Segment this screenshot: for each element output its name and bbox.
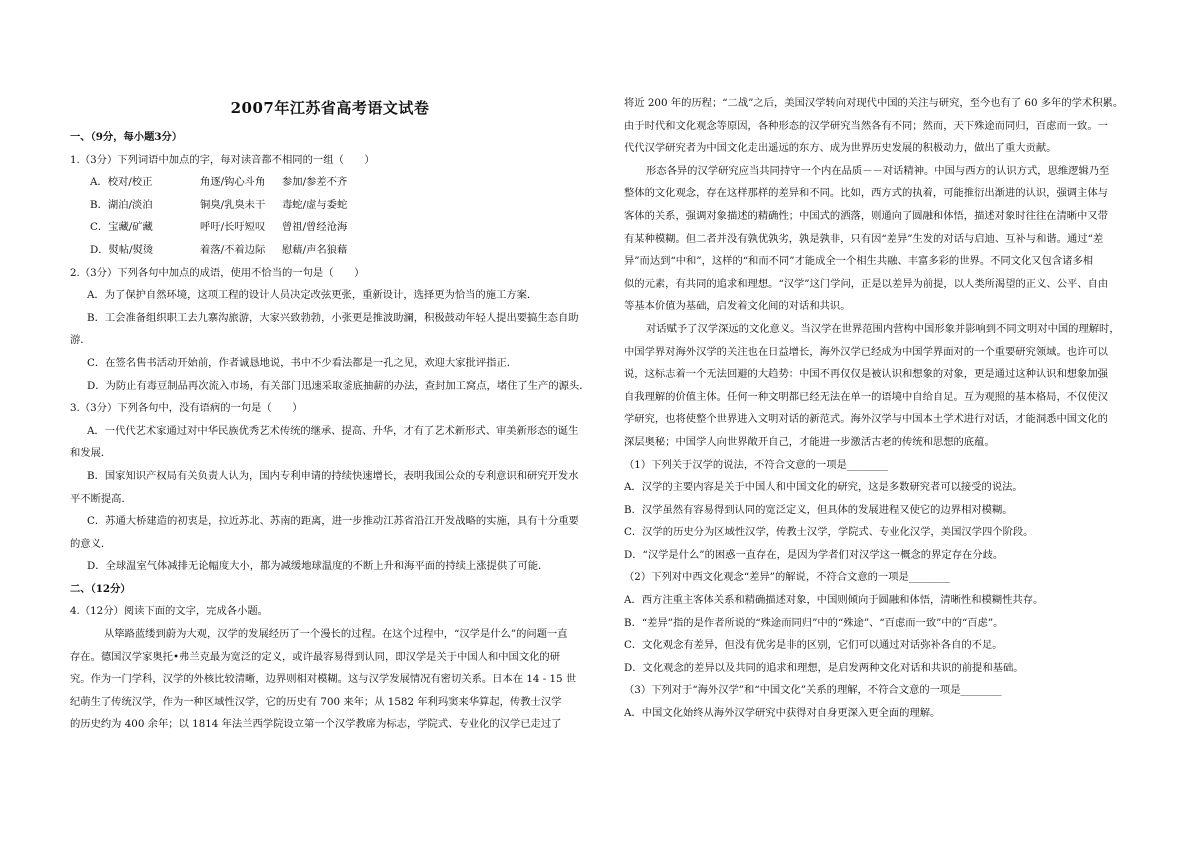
option-b-3: 毒蛇/虚与委蛇 <box>282 198 348 211</box>
option-c-3: 曾祖/曾经沧海 <box>282 221 348 234</box>
question-3-option-b-line2: 平不断提高． <box>70 492 132 505</box>
left-column <box>70 96 590 736</box>
question-2-option-d: D．为防止有毒豆制品再次流入市场，有关部门迅速采取釜底抽薪的办法，查封加工窝点，堵住了生产的源头． <box>87 379 590 392</box>
subquestion-1-option-d: D．“汉学是什么”的困惑一直存在，是因为学者们对汉学这一概念的界定存在分歧。 <box>624 548 1004 561</box>
section-2-heading: 二、（12分） <box>70 582 131 595</box>
subquestion-2-option-a: A．西方注重主客体关系和精确描述对象，中国则倾向于圆融和体悟，清晰性和模糊性共存。 <box>624 594 1044 607</box>
passage-p2-line5: 异”而达到“中和”，这样的“和而不同”才能成全一个相生共融、丰富多彩的世界。不同文化又包含诸多相 <box>624 255 1094 268</box>
option-d-1: D．熨帖/熨烫 <box>90 243 154 256</box>
passage-p3-line5: 学研究，也将使整个世界进入文明对话的新范式。海外汉学与中国本土学术进行对话，才能洞悉中国文化的 <box>624 413 1108 426</box>
subquestion-1-option-c: C．汉学的历史分为区域性汉学，传教士汉学，学院式、专业化汉学，美国汉学四个阶段。 <box>624 526 1034 539</box>
question-2-option-b-line1: B．工会准备组织职工去九寨沟旅游，大家兴致勃勃，小张更是推波助澜，积极鼓动年轻人提出要搞生态自助 <box>87 311 579 324</box>
subquestion-1-stem: （1）下列关于汉学的说法，不符合文意的一项是________ <box>624 458 888 471</box>
passage-p3-line6: 深层奥秘；中国学人向世界敞开自己，才能进一步激活古老的传统和思想的底蕴。 <box>624 435 995 448</box>
section-1-heading: 一、（9分，每小题3分） <box>70 131 183 143</box>
subquestion-3-stem: （3）下列对于“海外汉学”和“中国文化”关系的理解，不符合文意的一项是________ <box>624 684 1002 697</box>
passage-p2-line4: 有某种模糊。但二者并没有孰优孰劣，孰是孰非，只有因“差异”生发的对话与启迪、互补与和谐。通过“差 <box>624 232 1104 245</box>
question-1-options <box>70 171 590 261</box>
subquestion-1-option-a: A．汉学的主要内容是关于中国人和中国文化的研究，这是多数研究者可以接受的说法。 <box>624 481 1023 494</box>
question-3-option-a-line1: A．一代代艺术家通过对中华民族优秀艺术传统的继承、提高、升华，才有了艺术新形式、审美新形态的诞生 <box>87 424 579 437</box>
option-a-row <box>90 171 590 194</box>
option-a-1: A．校对/校正 <box>90 176 153 189</box>
passage-p3-line4: 自我理解的价值主体。任何一种文明都已经无法在单一的语境中自给自足。互为观照的基本格局，不仅使汉 <box>624 390 1108 403</box>
subquestion-2-option-c: C．文化观念有差异，但没有优劣是非的区别，它们可以通过对话弥补各自的不足。 <box>624 639 1003 652</box>
question-3-option-c-line1: C．苏通大桥建造的初衷是，拉近苏北、苏南的距离，进一步推动江苏省沿江开发战略的实施，具有十分重要 <box>87 515 579 528</box>
passage-p1-cont-line3: 代代汉学研究者为中国文化走出遥远的东方、成为世界历史发展的积极动力，做出了重大贡献。 <box>624 142 1057 155</box>
question-3-option-d: D．全球温室气体减排无论幅度大小，都为减缓地球温度的不断上升和海平面的持续上涨提供了可能． <box>87 560 549 573</box>
question-1-stem: 1.（3分）下列词语中加点的字，每对读音都不相同的一组（ ） <box>70 153 375 166</box>
question-3-option-a-line2: 和发展． <box>70 447 112 460</box>
passage-p2-line6: 似的元素，有共同的追求和理想。“汉学”这门学问，正是以差异为前提，以人类所渴望的正义、公平、自由 <box>624 277 1109 290</box>
passage-p1-line4: 纪萌生了传统汉学，作为一种区域性汉学，它的历史有 700 来年；从 1582 年利玛窦来华算起，传教士汉学 <box>70 695 562 708</box>
option-c-2: 呼吁/长吁短叹 <box>200 221 266 234</box>
option-b-row <box>90 194 590 217</box>
exam-title: 2007年江苏省高考语文试卷 <box>230 99 430 117</box>
question-3-option-c-line2: 的意义． <box>70 537 112 550</box>
passage-p3-line2: 中国学界对海外汉学的关注也在日益增长，海外汉学已经成为中国学界面对的一个重要研究领域。也许可以 <box>624 345 1108 358</box>
passage-p1-line5: 的历史约为 400 余年；以 1814 年法兰西学院设立第一个汉学教席为标志，学院式、专业化的汉学已走过了 <box>70 718 562 731</box>
option-d-2: 着落/不着边际 <box>200 243 266 256</box>
question-3-stem: 3.（3分）下列各句中，没有语病的一句是（ ） <box>70 402 303 415</box>
right-column <box>624 92 1132 725</box>
option-b-2: 铜臭/乳臭未干 <box>200 198 266 211</box>
question-2-option-a: A．为了保护自然环境，这项工程的设计人员决定改弦更张，重新设计，选择更为恰当的施工方案． <box>87 289 538 302</box>
subquestion-1-option-b: B．汉学虽然有容易得到认同的宽泛定义，但具体的发展进程又使它的边界相对模糊。 <box>624 503 1013 516</box>
passage-p1-line3: 究。作为一门学科，汉学的外核比较清晰，边界则相对模糊。这与汉学发展情况有密切关系。日本在 14 - 15 世 <box>70 673 577 686</box>
question-4-stem: 4.（12分）阅读下面的文字，完成各小题。 <box>70 605 268 618</box>
passage-p2-line3: 客体的关系，强调对象描述的精确性；中国式的洒落，则通向了圆融和体悟，描述对象时往往在清晰中又带 <box>624 209 1108 222</box>
question-3-option-b-line1: B．国家知识产权局有关负责人认为，国内专利申请的持续快速增长，表明我国公众的专利意识和研究开发水 <box>87 469 579 482</box>
subquestion-2-option-d: D．文化观念的差异以及共同的追求和理想，是启发两种文化对话和共识的前提和基础。 <box>624 661 1024 674</box>
option-d-3: 慰藉/声名狼藉 <box>282 243 348 256</box>
passage-p3-line1: 对话赋予了汉学深远的文化意义。当汉学在世界范围内营构中国形象并影响到不同文明对中国的理解时， <box>646 322 1120 335</box>
subquestion-3-option-a: A．中国文化始终从海外汉学研究中获得对自身更深入更全面的理解。 <box>624 707 941 720</box>
option-a-2: 角逐/钩心斗角 <box>200 176 266 189</box>
subquestion-2-stem: （2）下列对中西文化观念“差异”的解说，不符合文意的一项是________ <box>624 571 950 584</box>
option-a-3: 参加/参差不齐 <box>282 176 348 189</box>
passage-p2-line7: 等基本价值为基础，启发着文化间的对话和共识。 <box>624 300 851 313</box>
passage-p1-cont-line2: 由于时代和文化观念等原因，各种形态的汉学研究当然各有不同；然而，天下殊途而同归，百虑而一致。一 <box>624 119 1108 132</box>
option-d-row <box>90 239 590 262</box>
question-2-option-c: C．在签名售书活动开始前，作者诚恳地说，书中不少看法都是一孔之见，欢迎大家批评指正． <box>87 356 518 369</box>
passage-p2-line1: 形态各异的汉学研究应当共同持守一个内在品质－－对话精神。中国与西方的认识方式，思维逻辑乃至 <box>646 164 1110 177</box>
option-b-1: B．湖泊/淡泊 <box>90 198 153 211</box>
passage-p3-line3: 说，这标志着一个无法回避的大趋势：中国不再仅仅是被认识和想象的对象，更是通过这种认识和想象加强 <box>624 368 1108 381</box>
question-2-option-b-line2: 游． <box>70 334 91 347</box>
subquestion-2-option-b: B．“差异”指的是作者所说的“殊途而同归”中的“殊途”、“百虑而一致”中的“百虑”。 <box>624 616 1004 629</box>
option-c-1: C．宝藏/矿藏 <box>90 221 153 234</box>
passage-p2-line2: 整体的文化观念，存在这样那样的差异和不同。比如，西方式的执着，可能推衍出渐进的认识，强调主体与 <box>624 187 1108 200</box>
passage-p1-line1: 从筚路蓝缕到蔚为大观，汉学的发展经历了一个漫长的过程。在这个过程中，“汉学是什么”的问题一直 <box>104 628 568 641</box>
passage-p1-cont-line1: 将近 200 年的历程；“二战”之后，美国汉学转向对现代中国的关注与研究，至今也有了 60 多年的学术积累。 <box>624 97 1124 109</box>
option-c-row <box>90 216 590 239</box>
passage-p1-line2: 存在。德国汉学家奥托•弗兰克最为宽泛的定义，或许最容易得到认同，即汉学是关于中国人和中国文化的研 <box>70 650 561 663</box>
question-2-stem: 2.（3分）下列各句中加点的成语，使用不恰当的一句是（ ） <box>70 266 365 279</box>
